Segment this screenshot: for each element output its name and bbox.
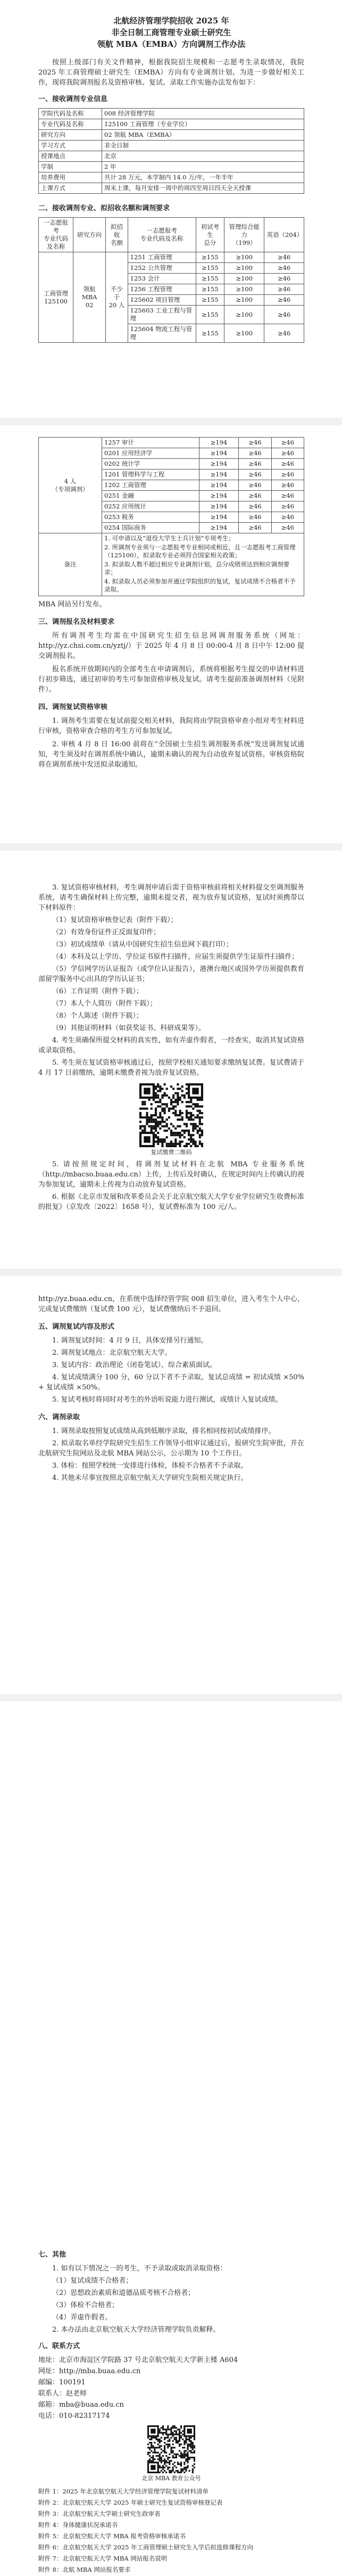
doc-title-line1: 北航经济管理学院招收 2025 年 [113, 16, 229, 26]
page-3-paragraph: （6）工作证明（附件下载）； [52, 987, 143, 995]
payment-qr-code[interactable] [139, 1083, 203, 1147]
quota-cell: ≥46 [271, 512, 304, 523]
quota-cell: 125604 物流工程与管理 [128, 324, 196, 343]
quota-cell: ≥194 [199, 491, 239, 501]
payment-qr-caption: 复试缴费二维码 [151, 1149, 192, 1156]
section-6-paragraph: 4. 其他未尽事宜按照北京航空航天大学研究生院相关规定执行。 [52, 1474, 248, 1482]
quota-header-cell: 研究方向 [73, 218, 106, 252]
quota-side-label: 4 人 （专项调剂） [39, 438, 102, 533]
quota-cell: ≥194 [199, 512, 239, 523]
info-row [39, 119, 304, 130]
quota-cell: ≥46 [239, 501, 271, 512]
note-line: 1. 可申请以及“退役大学生士兵计划”专项考生； [104, 534, 235, 542]
contact-line: 邮箱：mba@buaa.edu.cn [38, 2401, 124, 2409]
section-6-paragraph: 1. 调剂录取按照复试成绩从高到低顺序录取，排名相同按初试成绩排序。 [52, 1427, 276, 1435]
quota-cell: ≥46 [239, 491, 271, 501]
contact-line: 地址：北京市海淀区学院路 37 号北京航空航天大学新主楼 A604 [38, 2356, 238, 2364]
quota-cell: ≥46 [264, 263, 304, 274]
attachment-link[interactable]: 附件 2：北京航空航天大学 2025 年硕士研究生复试资格审核登记表 [38, 2499, 223, 2506]
doc-title-line2: 非全日制工商管理专业硕士研究生 [111, 28, 231, 37]
quota-cell: ≥46 [239, 480, 271, 491]
quota-cell: ≥100 [224, 263, 264, 274]
quota-cell: ≥194 [199, 459, 239, 470]
page-3 [0, 851, 342, 1269]
quota-cell: 0251 金融 [102, 491, 199, 501]
quota-cell: 1201 管理科学与工程 [102, 470, 199, 480]
quota-cell: ≥100 [224, 306, 264, 324]
quota-cell: ≥155 [196, 295, 224, 306]
contact-line: 网址：http://mba.buaa.edu.cn [38, 2367, 141, 2375]
section-7-paragraph: （4）弄虚作假者。 [52, 2314, 112, 2322]
page-3-paragraph: 3. 复试资格审核材料，考生调剂申请后需于资格审核前将相关材料提交至调剂服务系统，请考生确保材料上传完整，逾期未提交者，视为放弃复试资格，复试时须携带以下材料原件： [38, 884, 304, 912]
intro-paragraph: 按照上级部门有关文件精神，根据我院招生规模和一志愿考生录取情况，我院 2025 年工商管理硕士研究生（EMBA）方向有专业调剂计划。为进一步做好相关工作，现将我院调剂报名及资格审核、复试、录取工作实施办法发布如下： [38, 59, 304, 87]
notes-row [39, 533, 304, 596]
attachment-link[interactable]: 附件 1：2025 年北京航空航天大学经济管理学院复试材料清单 [38, 2488, 208, 2495]
page-3-paragraph: （3）初试成绩单（请从中国研究生招生信息网下载打印）； [52, 941, 233, 949]
quota-cell: ≥46 [271, 470, 304, 480]
quota-cell: 1252 公共管理 [128, 263, 196, 274]
page-5 [0, 1701, 342, 2573]
info-label: 研究方向 [39, 130, 102, 141]
page-2 [0, 425, 342, 843]
page-1-content [38, 15, 304, 343]
section-4-para-2: 2. 审核 4 月 8 日 16:00 前将在“全国硕士生招生调剂服务系统”发送调剂复试通知，考生须及时在调剂系统中确认，逾期未确认的视为自动放弃复试资格。审核资格院将在调剂系统中发送拟录取通知。 [38, 740, 304, 769]
quota-cell: ≥46 [271, 459, 304, 470]
info-row [39, 183, 304, 194]
quota-major: 工商管理 125100 [39, 252, 73, 343]
quota-cell: 1253 会计 [128, 274, 196, 284]
quota-header-cell: 初试考生 总分 [196, 218, 224, 252]
section-7-paragraph: 2. 本办法由北京航空航天大学经济管理学院负责解释。 [52, 2326, 220, 2334]
page-2-tail-text: MBA 网站另行发布。 [38, 600, 106, 608]
attachment-link[interactable]: 附件 8：北航 MBA 网站报名要求 [38, 2566, 131, 2573]
program-info-table [38, 108, 304, 194]
info-label: 授课地点 [39, 151, 102, 162]
payment-qr-block [38, 1083, 304, 1157]
quota-cell: ≥194 [199, 438, 239, 448]
quota-cell: ≥46 [239, 448, 271, 459]
quota-cell: ≥46 [271, 480, 304, 491]
quota-cell: 0253 税务 [102, 512, 199, 523]
section-7-paragraph: （3）体检不合格者； [52, 2301, 119, 2309]
quota-cell: ≥46 [239, 523, 271, 533]
page-3-paragraph: 5. 考生须在复试资格审核通过后，按照学校相关通知要求缴纳复试费。复试费请于 4 月 17 日前缴纳，逾期未缴费者视为放弃复试资格。 [38, 1059, 304, 1077]
section-7-heading: 七、其他 [38, 2251, 66, 2259]
wechat-qr-caption: 北京 MBA 教育公众号 [141, 2475, 201, 2482]
section-8-heading: 八、联系方式 [38, 2342, 80, 2350]
quota-cell: ≥194 [199, 523, 239, 533]
quota-count: 不少于 20 人 [106, 252, 128, 343]
quota-cell: ≥46 [271, 523, 304, 533]
page-1 [0, 0, 342, 418]
quota-header-cell: 一志愿报考 专业代码 及名称 [39, 218, 73, 252]
quota-cell: ≥155 [196, 263, 224, 274]
contact-line: 电话：010-82317174 [38, 2412, 110, 2420]
quota-cell: 0201 应用经济学 [102, 448, 199, 459]
page-3-paragraph: （1）复试资格审核登记表（附件下载）； [52, 916, 178, 924]
quota-direction: 领航 MBA 02 [73, 252, 106, 343]
quota-table-continued [38, 437, 304, 596]
section-5-paragraph: 5. 复试考核时将同时对考生的外语听说能力进行测试，成绩计入复试成绩。 [52, 1396, 282, 1404]
quota-cell: ≥46 [271, 448, 304, 459]
doc-title-line3: 领航 MBA（EMBA）方向调剂工作办法 [97, 39, 246, 49]
notes-label: 备注 [39, 533, 102, 596]
attachment-link[interactable]: 附件 3：北京航空航天大学硕士研究生政审表 [38, 2510, 161, 2517]
section-6-heading: 六、调剂录取 [38, 1413, 80, 1421]
section-5-paragraph: 2. 调剂复试地点：北京航空航天大学。 [52, 1349, 172, 1357]
page-separator [0, 418, 342, 425]
note-line: 4. 拟录取人员必须参加并通过学院组织的复试，复试成绩不合格者不予录取。 [104, 578, 296, 593]
page-3-paragraph: （7）本人个人简历（附件下载）； [52, 1000, 157, 1008]
notes-content [102, 533, 304, 596]
quota-cell: ≥100 [224, 274, 264, 284]
page-3-paragraph: （4）本科及以上学历、学位证书原件扫描件，应届生须提供学生证原件扫描件； [52, 953, 299, 961]
page-3-paragraph: （2）有效身份证件正反面复印件； [52, 928, 161, 936]
page-4-content [38, 1294, 304, 1485]
section-6-paragraph: 2. 拟录取名单经学院研究生招生工作领导小组审议通过后，报研究生院审批，并在北航研究生院网站及北航 MBA 网站公示，公示期为 10 个工作日。 [38, 1439, 304, 1458]
quota-cell: 0252 应用统计 [102, 501, 199, 512]
quota-cell: ≥46 [239, 459, 271, 470]
quota-header-cell: 英语（204） [264, 218, 304, 252]
section-5-heading: 五、调剂复试内容及形式 [38, 1323, 115, 1331]
page-4-top-text: http://yz.buaa.edu.cn，在系统中选择经管学院 008 招生单位，进入考生个人中心，完成复试费缴纳（复试费 100 元），复试费缴纳后不予退回。 [38, 1295, 304, 1313]
info-label: 学制 [39, 162, 102, 172]
section-6-paragraph: 3. 体检：按照学校统一安排进行体检，体检不合格者不予录取。 [52, 1462, 248, 1470]
quota-cell: 125602 项目管理 [128, 295, 196, 306]
section-7-paragraph: 1. 如有以下情况之一的考生，不予录取或取消录取资格： [52, 2265, 227, 2273]
info-label: 学院代码及名称 [39, 109, 102, 119]
quota-cell: ≥155 [196, 274, 224, 284]
page-separator [0, 843, 342, 851]
section-3-heading: 三、调剂报名及材料要求 [38, 618, 115, 626]
info-value: 02 领航 MBA（EMBA） [102, 130, 304, 141]
section-7-paragraph: （1）复试成绩不合格者； [52, 2277, 133, 2285]
page-2-content [38, 437, 304, 770]
info-row [39, 109, 304, 119]
quota-cell: 0254 国际商务 [102, 523, 199, 533]
attachment-link[interactable]: 附件 5：北京航空航天大学 MBA 报考资格审核承诺书 [38, 2532, 186, 2540]
page-separator [0, 1694, 342, 1701]
quota-cell: ≥46 [264, 324, 304, 343]
info-row [39, 162, 304, 172]
page-4 [0, 1276, 342, 1694]
section-5-paragraph: 3. 复试内容：政治理论（闭卷笔试）、综合素质面试。 [52, 1361, 217, 1369]
section-1-heading: 一、接收调剂专业信息 [38, 95, 108, 103]
quota-cell: ≥46 [239, 512, 271, 523]
section-3-para-1: 所有调剂考生均需在中国研究生招生信息网调剂服务系统（网址：http://yz.chsi.com.cn/yztj/）于 2025 年 4 月 8 日 00:00-4 月 8 日中午 12:00 提交调剂报名。 [38, 632, 304, 660]
info-row [39, 151, 304, 162]
quota-header-cell: 管理综合能力 （199） [224, 218, 264, 252]
quota-row [39, 252, 304, 263]
quota-cell: ≥100 [224, 284, 264, 295]
page-3-content [38, 883, 304, 1214]
quota-cell: ≥100 [224, 324, 264, 343]
section-4-heading: 四、调剂复试资格审核 [38, 703, 108, 711]
quota-cell: ≥100 [224, 295, 264, 306]
quota-header-cell: 一志愿报考 专业代码及名称 [128, 218, 196, 252]
section-3-para-2: 报名系统开放期间内的全部考生在申请调剂后，系统将根据考生提交的申请材料进行初步筛选，通过初审的考生可参加资格审核及复试。请考生提前准备调剂材料（见附件）。 [38, 665, 304, 694]
section-5-paragraph: 1. 调剂复试时间：4 月 9 日，具体安排另行通知。 [52, 1337, 208, 1345]
contact-line: 邮编：100191 [38, 2379, 86, 2386]
info-value: 008 经济管理学院 [102, 109, 304, 119]
info-value: 共计 28 万元，本学制内 14.0 万/年，一年半年 [102, 172, 304, 183]
info-label: 学习方式 [39, 141, 102, 151]
page-separator [0, 1269, 342, 1276]
info-value: 125100 工商管理（专业学位） [102, 119, 304, 130]
page-3-paragraph: 4. 考生须确保所提交材料的真实性，如有弄虚作假者，一经查实，取消其复试资格或录取资格。 [38, 1036, 304, 1055]
quota-cell: ≥100 [224, 252, 264, 263]
section-5-paragraph: 4. 复试成绩满分 100 分，60 分以下者不予录取。复试总成绩 = 初试成绩 ×50% + 复试成绩 ×50%。 [38, 1373, 304, 1392]
page-3-tail-paragraph: 5. 请按照规定时间，将调剂复试材料在北航 MBA 专业服务系统（http://mbacso.buaa.edu.cn）上传，上传后及时确认，在规定时间内上传确认的视为参加复试，逾期未上传视为自动放弃复试资格。 [38, 1161, 304, 1189]
section-2-heading: 二、接收调剂专业、拟招收名额和调剂要求 [38, 204, 170, 212]
contact-line: 联系人：赵老师 [38, 2390, 87, 2398]
quota-cell: ≥155 [196, 252, 224, 263]
attachment-link[interactable]: 附件 4：身体健康状况承诺书 [38, 2521, 118, 2529]
info-value: 周末上课，每月安排一周中的周四至周日四天全天授课 [102, 183, 304, 194]
attachment-link[interactable]: 附件 6：北京航空航天大学 2025 年工商管理硕士研究生入学后拟选修课程方向 [38, 2544, 254, 2551]
quota-cell: 0202 统计学 [102, 459, 199, 470]
quota-cell: ≥46 [271, 438, 304, 448]
info-row [39, 130, 304, 141]
quota-cell: 1251 工商管理 [128, 252, 196, 263]
quota-cell: ≥46 [264, 252, 304, 263]
attachment-link[interactable]: 附件 7：北京航空航天大学 MBA 网站报名说明 [38, 2555, 168, 2562]
quota-cell: ≥46 [271, 491, 304, 501]
wechat-qr-block [38, 2425, 304, 2483]
section-4-para-1: 1. 调剂考生需要在复试前提交相关材料，我院将由学院资格审查小组对考生材料进行审核，资格审查合格的考生方可参加复试。 [38, 717, 304, 735]
quota-cell: ≥155 [196, 306, 224, 324]
quota-cell: 1256 工程管理 [128, 284, 196, 295]
info-value: 北京 [102, 151, 304, 162]
quota-header-cell: 拟招收 名额 [106, 218, 128, 252]
quota-cell: ≥46 [264, 284, 304, 295]
quota-cell: ≥46 [264, 306, 304, 324]
page-3-tail-paragraph: 6. 根据《北京市发展和改革委员会关于北京航空航天大学专业学位研究生收费标准的批复》（京发改〔2022〕1658 号），复试费标准为 100 元/人。 [38, 1193, 304, 1211]
quota-cell: 1202 工商管理 [102, 480, 199, 491]
section-7-paragraph: （2）思想政治素质和道德品质考核不合格者； [52, 2289, 195, 2297]
quota-cell: ≥194 [199, 501, 239, 512]
info-label: 上课方式 [39, 183, 102, 194]
page-5-content [38, 2250, 304, 2576]
quota-cell: 1257 审计 [102, 438, 199, 448]
page-3-paragraph: （8）个人陈述（附件下载）； [52, 1012, 143, 1020]
note-line: 3. 拟录取人数不超过相应专业调剂计划，总分成绩须达到相应调剂要求； [104, 561, 290, 576]
info-value: 非全日制 [102, 141, 304, 151]
quota-cell: 125603 工业工程与管理 [128, 306, 196, 324]
page-3-paragraph: （5）学信网学历认证报告（或学位认证报告），港澳台地区或国外学历须提供教育部留学服务中心出具的学历认证书； [38, 965, 304, 983]
quota-cell: ≥46 [239, 438, 271, 448]
quota-cell: ≥46 [239, 470, 271, 480]
quota-cell: ≥46 [271, 501, 304, 512]
info-label: 培养费用 [39, 172, 102, 183]
info-value: 2 年 [102, 162, 304, 172]
page-3-paragraph: （9）其他证明材料（如获奖证书、科研成果等）。 [52, 1024, 205, 1032]
wechat-qr-code[interactable] [147, 2425, 195, 2473]
quota-table [38, 217, 304, 343]
quota-cell: ≥194 [199, 480, 239, 491]
quota-cell: ≥46 [264, 295, 304, 306]
note-line: 2. 所调剂专业须与一志愿报考专业相同或相近，且一志愿报考工商管理（125100），拟录取专业必须符合国家相关政策； [104, 544, 296, 559]
info-row [39, 141, 304, 151]
quota-cell: ≥46 [264, 274, 304, 284]
quota-cell: ≥155 [196, 284, 224, 295]
info-label: 专业代码及名称 [39, 119, 102, 130]
quota-cell: ≥194 [199, 470, 239, 480]
info-row [39, 172, 304, 183]
quota-row [39, 438, 304, 448]
quota-cell: ≥194 [199, 448, 239, 459]
quota-cell: ≥155 [196, 324, 224, 343]
